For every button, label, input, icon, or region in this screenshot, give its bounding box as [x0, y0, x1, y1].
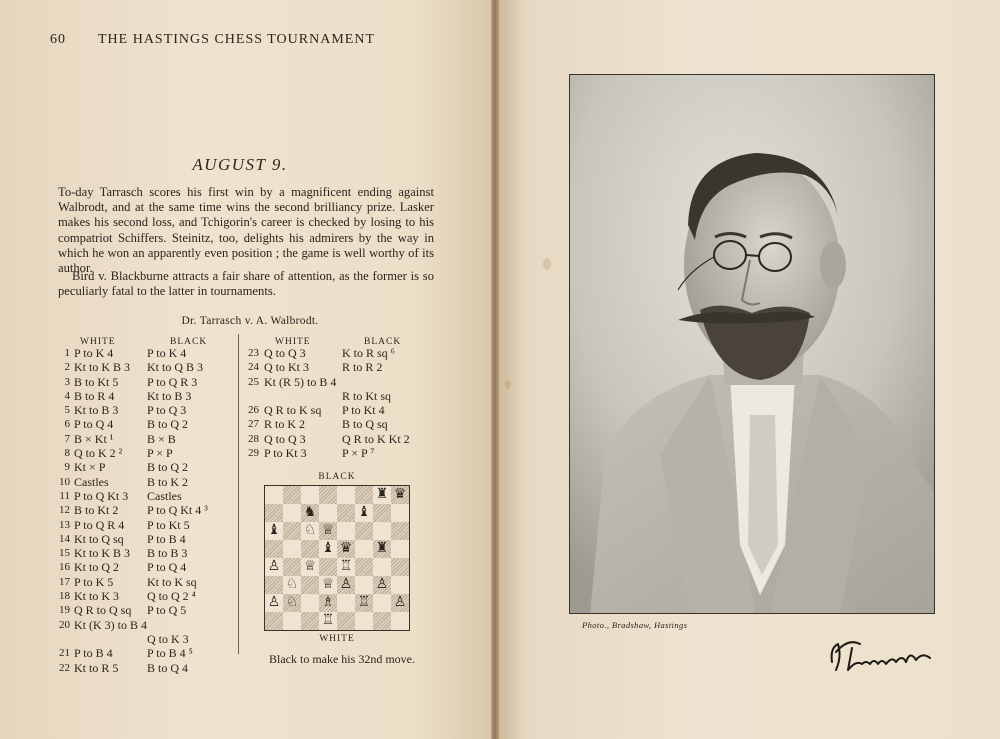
move-number: 25: [248, 375, 259, 388]
moves-list-right: [243, 346, 443, 460]
move-row: [56, 503, 236, 517]
move-number: 23: [248, 347, 259, 359]
page-stain: [543, 258, 551, 270]
move-number: 12: [59, 504, 70, 517]
board-square: [265, 558, 283, 576]
black-move: Castles: [147, 488, 182, 503]
board-square: [283, 594, 301, 612]
black-move: B to K 2: [147, 474, 189, 489]
move-number: 11: [59, 489, 70, 502]
black-move: B to Q 2: [147, 460, 189, 475]
board-square: [283, 504, 301, 522]
board-square: [265, 540, 283, 558]
board-square: [391, 594, 409, 612]
move-row: [56, 375, 236, 389]
move-number: 21: [59, 647, 70, 660]
portrait-photo: [569, 74, 935, 614]
board-square: [337, 576, 355, 594]
chess-piece: ♙: [339, 577, 353, 592]
black-move: P to B 4 ⁵: [147, 646, 193, 661]
board-square: [337, 540, 355, 558]
board-square: [265, 522, 283, 540]
move-number: 1: [64, 347, 70, 359]
board-square: [355, 486, 373, 504]
board-square: [337, 504, 355, 522]
move-row: [56, 618, 236, 632]
board-square: [373, 558, 391, 576]
move-number: 4: [64, 389, 70, 402]
white-move: P to Q Kt 3: [74, 488, 129, 503]
board-square: [373, 576, 391, 594]
moves-list-left: [56, 346, 236, 675]
white-move: Kt × P: [74, 460, 106, 475]
board-square: [391, 486, 409, 504]
white-move: P to Q R 4: [74, 517, 125, 532]
board-square: [337, 486, 355, 504]
board-square: [355, 612, 373, 630]
board-square: [337, 612, 355, 630]
board-square: [355, 558, 373, 576]
board-square: [301, 504, 319, 522]
board-square: [373, 486, 391, 504]
black-move: R to Kt sq: [342, 388, 392, 403]
move-number: 27: [248, 418, 259, 431]
black-move: P to Kt 5: [147, 517, 190, 532]
move-number: 5: [64, 404, 70, 417]
move-row: [243, 432, 443, 446]
white-move: Q to Kt 3: [264, 360, 309, 375]
move-row: [56, 446, 236, 460]
col-white-right: WHITE: [275, 337, 311, 347]
board-square: [355, 594, 373, 612]
col-black-left: BLACK: [170, 337, 208, 347]
board-square: [355, 540, 373, 558]
chess-piece: ♘: [285, 577, 299, 592]
move-number: 14: [59, 532, 70, 545]
chess-piece: ♞: [303, 505, 317, 520]
chess-piece: ♖: [321, 613, 335, 628]
white-move: B to R 4: [74, 388, 115, 403]
move-number: 2: [64, 361, 70, 374]
board-square: [391, 612, 409, 630]
board-square: [319, 486, 337, 504]
board-square: [355, 504, 373, 522]
move-number: 3: [64, 375, 70, 388]
black-move: Kt to Q B 3: [147, 360, 204, 375]
board-square: [355, 576, 373, 594]
move-row: [56, 575, 236, 589]
white-move: Kt to R 5: [74, 660, 119, 675]
move-row: [56, 403, 236, 417]
board-square: [391, 576, 409, 594]
chess-piece: ♕: [303, 559, 317, 574]
white-move: P to K 4: [74, 346, 114, 360]
board-square: [283, 576, 301, 594]
board-square: [319, 576, 337, 594]
move-number: 7: [64, 432, 70, 445]
chess-piece: ♖: [339, 559, 353, 574]
chess-piece: ♘: [303, 523, 317, 538]
white-move: Kt to K 3: [74, 589, 119, 604]
chess-piece: ♝: [357, 505, 371, 520]
move-number: 16: [59, 561, 70, 574]
black-move: K to R sq ⁶: [342, 346, 395, 360]
board-square: [301, 558, 319, 576]
move-row: [56, 475, 236, 489]
white-move: Q R to K sq: [264, 403, 322, 418]
move-number: 15: [59, 547, 70, 560]
board-square: [301, 540, 319, 558]
board-square: [265, 486, 283, 504]
move-number: 22: [59, 661, 70, 674]
black-move: B to Q 2: [147, 417, 189, 432]
board-square: [337, 558, 355, 576]
white-move: R to K 2: [264, 417, 306, 432]
board-square: [301, 594, 319, 612]
move-row: [243, 446, 443, 460]
black-move: P to Q R 3: [147, 374, 198, 389]
board-square: [319, 522, 337, 540]
board-square: [373, 522, 391, 540]
black-move: P to Kt 4: [342, 403, 385, 418]
board-square: [283, 486, 301, 504]
black-move: B to B 3: [147, 546, 188, 561]
chess-piece: ♙: [393, 595, 407, 610]
black-move: Kt to K sq: [147, 574, 197, 589]
move-number: 8: [64, 447, 70, 460]
move-row: [56, 632, 236, 646]
chess-piece: ♕: [321, 523, 335, 538]
white-move: B to Kt 5: [74, 374, 119, 389]
column-divider: [238, 334, 239, 654]
move-row: [56, 603, 236, 617]
board-square: [283, 612, 301, 630]
move-number: 29: [248, 447, 259, 460]
col-white-left: WHITE: [80, 337, 116, 347]
board-square: [301, 522, 319, 540]
black-move: Kt to B 3: [147, 388, 192, 403]
board-square: [391, 522, 409, 540]
board-square: [265, 504, 283, 522]
white-move: Q to Q 3: [264, 346, 306, 360]
move-number: 13: [59, 518, 70, 531]
black-move: Q to Q 2 ⁴: [147, 589, 196, 604]
black-move: P to Q Kt 4 ³: [147, 503, 208, 518]
white-move: P to Kt 3: [264, 446, 307, 461]
move-number: 26: [248, 404, 259, 417]
paragraph-1: To-day Tarrasch scores his first win by a magnificent ending against Walbrodt, and at the same time wins the second brilliancy prize. Lasker makes his second loss, and Tchigorin's career is checked by losing to his compatriot Schiffers. Steinitz, too, delights his admirers by the way in which he won an apparently even position ; the game is well worthy of its author.: [58, 185, 434, 276]
move-row: [56, 589, 236, 603]
white-move: P to Q 4: [74, 417, 114, 432]
board-square: [301, 576, 319, 594]
black-move: B to Q sq: [342, 417, 388, 432]
move-row: [243, 403, 443, 417]
chess-piece: ♜: [375, 541, 389, 556]
black-move: P to B 4: [147, 531, 186, 546]
board-square: [301, 486, 319, 504]
portrait-illustration: [570, 75, 935, 614]
black-move: P to K 4: [147, 346, 187, 360]
move-row: [56, 432, 236, 446]
black-move: P × P ⁷: [342, 446, 375, 461]
white-move: Kt (R 5) to B 4: [264, 374, 337, 389]
white-move: Q R to Q sq: [74, 603, 132, 618]
move-row: [56, 417, 236, 431]
board-square: [373, 540, 391, 558]
move-number: 20: [59, 618, 70, 631]
black-move: P to Q 4: [147, 560, 187, 575]
black-move: B to Q 4: [147, 660, 189, 675]
white-move: P to B 4: [74, 646, 113, 661]
white-move: Kt to K B 3: [74, 546, 131, 561]
board-square: [319, 540, 337, 558]
black-move: Q to K 3: [147, 631, 189, 646]
move-row: [243, 417, 443, 431]
white-move: Kt to Q sq: [74, 531, 124, 546]
move-row: [56, 661, 236, 675]
board-square: [319, 612, 337, 630]
board-square: [391, 540, 409, 558]
move-number: 28: [248, 432, 259, 445]
move-number: 19: [59, 604, 70, 617]
board-square: [337, 522, 355, 540]
move-row: [56, 489, 236, 503]
black-move: P to Q 3: [147, 403, 187, 418]
move-number: 24: [248, 361, 259, 374]
move-row: [56, 360, 236, 374]
board-square: [265, 594, 283, 612]
move-row: [56, 518, 236, 532]
move-number: 17: [59, 575, 70, 588]
chess-piece: ♘: [285, 595, 299, 610]
board-square: [391, 558, 409, 576]
move-row: [56, 532, 236, 546]
move-row: [56, 560, 236, 574]
chess-piece: ♛: [393, 487, 407, 502]
black-move: B × B: [147, 431, 176, 446]
black-move: R to R 2: [342, 360, 383, 375]
move-number: 9: [64, 461, 70, 474]
board-square: [355, 522, 373, 540]
move-row: [56, 646, 236, 660]
white-move: Kt (K 3) to B 4: [74, 617, 147, 632]
move-row: [56, 346, 236, 360]
paragraph-2: Bird v. Blackburne attracts a fair share of attention, as the former is so peculiarly fatal to the latter in tournaments.: [58, 269, 434, 299]
move-number: 6: [64, 418, 70, 431]
chess-piece: ♖: [357, 595, 371, 610]
page-number: 60: [50, 32, 66, 47]
signature-tarrasch: [826, 630, 936, 676]
white-move: Kt to Q 2: [74, 560, 119, 575]
photo-credit: Photo., Bradshaw, Hastings: [582, 620, 688, 630]
move-row: [56, 389, 236, 403]
chess-piece: ♝: [267, 523, 281, 538]
chess-piece: ♙: [375, 577, 389, 592]
move-row: [243, 360, 443, 374]
board-square: [283, 540, 301, 558]
white-move: B to Kt 2: [74, 503, 119, 518]
date-heading: AUGUST 9.: [192, 155, 288, 174]
white-move: Q to Q 3: [264, 431, 306, 446]
chess-piece: ♗: [321, 595, 335, 610]
board-square: [283, 558, 301, 576]
chess-diagram: [264, 485, 410, 631]
running-title: THE HASTINGS CHESS TOURNAMENT: [98, 32, 376, 47]
chess-piece: ♛: [339, 541, 353, 556]
board-square: [301, 612, 319, 630]
book-gutter: [491, 0, 499, 739]
board-square: [319, 558, 337, 576]
page-stain: [505, 380, 511, 389]
board-bottom-label: WHITE: [319, 634, 355, 644]
black-move: P to Q 5: [147, 603, 187, 618]
black-move: Q R to K Kt 2: [342, 431, 410, 446]
game-title: Dr. Tarrasch v. A. Walbrodt.: [181, 315, 319, 327]
white-move: B × Kt ¹: [74, 431, 114, 446]
board-square: [265, 612, 283, 630]
move-row: [243, 346, 443, 360]
chess-piece: ♜: [375, 487, 389, 502]
board-square: [373, 504, 391, 522]
black-move: P × P: [147, 446, 173, 461]
white-move: Castles: [74, 474, 109, 489]
col-black-right: BLACK: [364, 337, 402, 347]
move-row: [56, 460, 236, 474]
white-move: Kt to K B 3: [74, 360, 131, 375]
white-move: Kt to B 3: [74, 403, 119, 418]
move-row: [56, 546, 236, 560]
board-square: [283, 522, 301, 540]
board-square: [337, 594, 355, 612]
board-square: [373, 612, 391, 630]
chess-piece: ♙: [267, 559, 281, 574]
move-row: [243, 375, 443, 389]
white-move: Q to K 2 ²: [74, 446, 123, 461]
board-square: [373, 594, 391, 612]
chess-piece: ♕: [321, 577, 335, 592]
chess-piece: ♝: [321, 541, 335, 556]
board-square: [319, 504, 337, 522]
board-caption: Black to make his 32nd move.: [269, 652, 415, 666]
move-row: [243, 389, 443, 403]
board-top-label: BLACK: [318, 472, 356, 482]
board-square: [265, 576, 283, 594]
move-number: 10: [59, 475, 70, 488]
move-number: 18: [59, 590, 70, 603]
chess-piece: ♙: [267, 595, 281, 610]
board-square: [391, 504, 409, 522]
white-move: P to K 5: [74, 574, 114, 589]
board-square: [319, 594, 337, 612]
